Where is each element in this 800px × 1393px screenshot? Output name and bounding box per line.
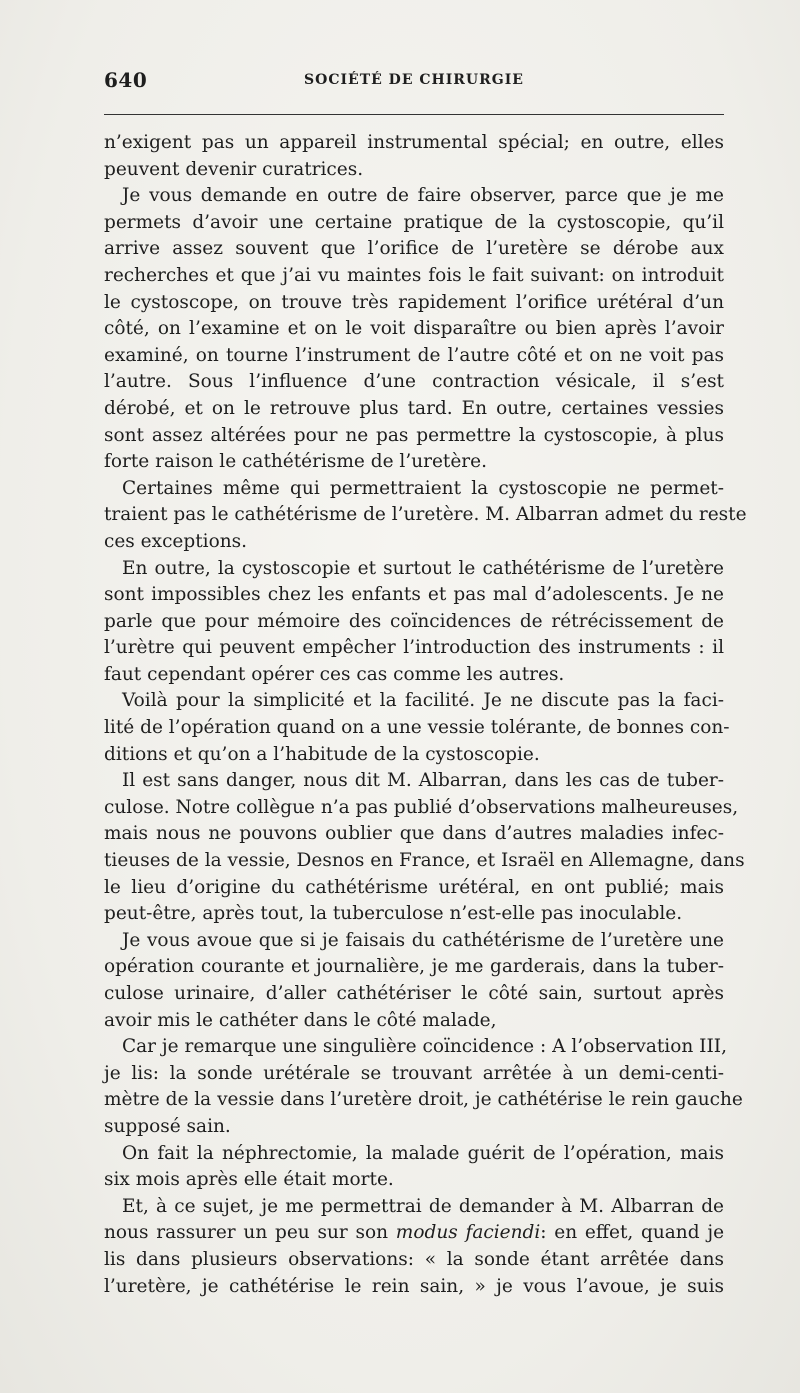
running-title: SOCIÉTÉ DE CHIRURGIE [304,72,524,88]
text-line: Et, à ce sujet, je me permettrai de demander à M. Albarran de [122,1195,724,1217]
text-line: Car je remarque une singulière coïncidence : A l’observation III, [122,1036,727,1058]
text-line: parle que pour mémoire des coïncidences de rétrécissement de [104,610,724,632]
text-line: avoir mis le cathéter dans le côté malade, [104,1009,497,1031]
italic-term: modus faciendi [395,1222,541,1244]
text-line: faut cependant opérer ces cas comme les autres. [104,663,565,685]
text-line: forte raison le cathétérisme de l’uretère. [104,451,487,473]
text-line: supposé sain. [104,1115,231,1137]
text-line: le lieu d’origine du cathétérisme urétéral, en ont publié; mais [104,876,724,898]
text-line: Voilà pour la simplicité et la facilité. Je ne discute pas la faci- [122,690,724,712]
text-line: arrive assez souvent que l’orifice de l’uretère se dérobe aux [104,238,724,260]
text-line: On fait la néphrectomie, la malade guérit de l’opération, mais [122,1142,724,1164]
text-segment: : en effet, quand je [540,1222,725,1244]
text-line: peut-être, après tout, la tuberculose n’est-elle pas inoculable. [104,903,683,925]
text-line: Il est sans danger, nous dit M. Albarran, dans les cas de tuber- [122,770,724,792]
text-line: traient pas le cathétérisme de l’uretère. M. Albarran admet du reste [104,504,747,526]
text-line: l’urètre qui peuvent empêcher l’introduction des instruments : il [104,637,724,659]
body-text [104,130,747,1300]
text-line: culose urinaire, d’aller cathétériser le côté sain, surtout après [104,983,724,1004]
text-line: n’exigent pas un appareil instrumental spécial; en outre, elles [104,132,724,153]
text-line: culose. Notre collègue n’a pas publié d’observations malheureuses, [104,796,739,818]
page-header [104,68,724,96]
text-line: lité de l’opération quand on a une vessie tolérante, de bonnes con- [104,717,730,739]
text-line: ces exceptions. [104,530,247,552]
text-line: mais nous ne pouvons oublier que dans d’autres maladies infec- [104,823,724,845]
text-line [104,1220,724,1247]
text-line: sont assez altérées pour ne pas permettre la cystoscopie, à plus [104,424,724,446]
text-line: Certaines même qui permettraient la cystoscopie ne permet- [122,477,724,499]
text-line: le cystoscope, on trouve très rapidement l’orifice urétéral d’un [104,291,724,313]
text-line: peuvent devenir curatrices. [104,158,364,180]
text-line: Je vous avoue que si je faisais du cathétérisme de l’uretère une [122,929,724,951]
text-line: lis dans plusieurs observations: « la sonde étant arrêtée dans [104,1248,724,1270]
text-line: l’uretère, je cathétérise le rein sain, » je vous l’avoue, je suis [104,1275,724,1297]
text-line: examiné, on tourne l’instrument de l’autre côté et on ne voit pas [104,344,724,366]
header-rule [104,114,724,115]
text-line: mètre de la vessie dans l’uretère droit, je cathétérise le rein gauche [104,1089,743,1111]
text-segment: nous rassurer un peu sur son [104,1222,396,1244]
text-line: ditions et qu’on a l’habitude de la cystoscopie. [104,743,540,765]
text-line: sont impossibles chez les enfants et pas mal d’adolescents. Je ne [104,584,724,606]
text-line: je lis: la sonde urétérale se trouvant arrêtée à un demi-centi- [104,1062,724,1084]
text-line: tieuses de la vessie, Desnos en France, et Israël en Allemagne, dans [104,850,745,872]
text-line: six mois après elle était morte. [104,1169,394,1191]
text-line: En outre, la cystoscopie et surtout le cathétérisme de l’uretère [122,557,724,579]
page-number: 640 [104,68,148,92]
text-line: opération courante et journalière, je me garderais, dans la tuber- [104,956,724,978]
text-line: côté, on l’examine et on le voit disparaître ou bien après l’avoir [104,318,724,340]
text-line: Je vous demande en outre de faire observer, parce que je me [122,185,724,207]
text-line: dérobé, et on le retrouve plus tard. En outre, certaines vessies [104,397,724,419]
text-line: recherches et que j’ai vu maintes fois le fait suivant: on introduit [104,264,724,286]
text-line: l’autre. Sous l’influence d’une contraction vésicale, il s’est [104,371,724,393]
text-line: permets d’avoir une certaine pratique de la cystoscopie, qu’il [104,211,724,233]
